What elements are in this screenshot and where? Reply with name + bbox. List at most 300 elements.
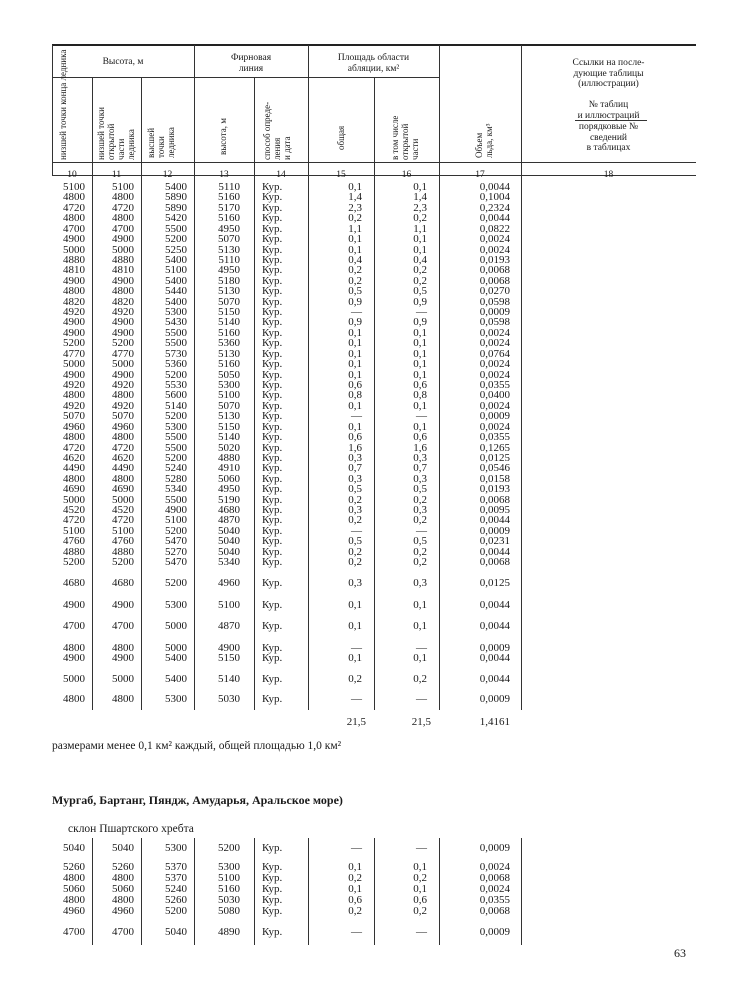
table-cell: Кур.	[262, 181, 283, 193]
table-cell: 0,0044	[479, 599, 510, 611]
table-cell: 4880	[112, 253, 134, 266]
table-cell: 0,2	[348, 493, 362, 506]
table-cell: 0,1	[348, 652, 362, 664]
table-cell: Кур.	[262, 462, 283, 475]
table-cell: 5040	[218, 535, 240, 548]
table-cell: 0,2	[413, 493, 427, 506]
table-cell: 5000	[63, 358, 85, 371]
body-divider	[374, 175, 375, 710]
table-cell: 0,1	[348, 399, 362, 412]
section-divider	[308, 838, 309, 945]
table-cell: 0,5	[413, 483, 427, 496]
table-cell: 0,2	[348, 872, 362, 884]
table-cell: 0,1004	[479, 191, 510, 204]
table-cell: 0,5	[413, 285, 427, 298]
table-cell: 4800	[112, 431, 134, 444]
table-cell: 5160	[218, 883, 240, 895]
page-number: 63	[674, 946, 686, 960]
colnum: 16	[401, 170, 412, 180]
table-cell: 0,1	[348, 326, 362, 339]
table-cell: —	[351, 410, 362, 423]
table-cell: 4720	[63, 441, 85, 454]
table-cell: 2,3	[413, 201, 427, 214]
table-cell: 0,6	[413, 431, 427, 444]
table-cell: 0,3	[348, 577, 362, 589]
table-cell: Кур.	[262, 577, 283, 589]
table-cell: 0,7	[348, 462, 362, 475]
table-cell: 5130	[218, 285, 240, 298]
table-cell: 0,9	[413, 295, 427, 308]
table-cell: 0,1	[348, 883, 362, 895]
table-cell: 4720	[112, 201, 134, 214]
colnum: 11	[111, 170, 122, 180]
table-cell: 4700	[112, 222, 134, 235]
table-cell: 5300	[165, 842, 187, 854]
table-cell: 0,2	[348, 274, 362, 287]
table-cell: 5190	[218, 493, 240, 506]
table-cell: 2,3	[348, 201, 362, 214]
table-cell: 0,1	[348, 181, 362, 193]
table-cell: 5200	[165, 905, 187, 917]
table-cell: 4900	[165, 504, 187, 517]
table-cell: 0,0009	[479, 642, 510, 654]
table-cell: 5060	[112, 883, 134, 895]
area-group-title: Площадь области абляции, км²	[337, 53, 410, 74]
table-cell: Кур.	[262, 326, 283, 339]
table-cell: Кур.	[262, 524, 283, 537]
table-cell: 4520	[63, 504, 85, 517]
body-divider	[521, 175, 522, 710]
table-cell: 4800	[112, 191, 134, 204]
table-cell: 5000	[63, 493, 85, 506]
table-cell: 4900	[63, 368, 85, 381]
table-cell: 4900	[218, 642, 240, 654]
table-cell: 5200	[165, 577, 187, 589]
table-cell: 5200	[112, 556, 134, 569]
table-cell: 4770	[63, 347, 85, 360]
table-cell: 0,6	[413, 378, 427, 391]
table-cell: 5280	[165, 472, 187, 485]
table-cell: 0,0068	[479, 274, 510, 287]
table-cell: 5400	[165, 274, 187, 287]
table-cell: 5890	[165, 191, 187, 204]
table-cell: 0,6	[348, 431, 362, 444]
table-cell: 0,3	[348, 451, 362, 464]
table-cell: 4960	[63, 905, 85, 917]
colnum: 10	[67, 170, 77, 180]
table-cell: 0,5	[348, 285, 362, 298]
table-cell: 4800	[63, 389, 85, 402]
table-cell: 5100	[165, 514, 187, 527]
table-cell: 5400	[165, 673, 187, 685]
table-cell: 5040	[165, 926, 187, 938]
table-cell: 4800	[112, 642, 134, 654]
table-cell: 5200	[112, 337, 134, 350]
table-cell: 4800	[63, 285, 85, 298]
table-cell: 5500	[165, 441, 187, 454]
table-cell: 5730	[165, 347, 187, 360]
table-cell: 5180	[218, 274, 240, 287]
table-cell: 4800	[63, 693, 85, 705]
table-cell: 0,0044	[479, 514, 510, 527]
table-cell: 0,0193	[479, 483, 510, 496]
table-cell: Кур.	[262, 285, 283, 298]
table-cell: 0,5	[348, 483, 362, 496]
table-cell: Кур.	[262, 264, 283, 277]
table-cell: 0,0270	[479, 285, 510, 298]
table-cell: 4810	[63, 264, 85, 277]
table-cell: 0,0068	[479, 905, 510, 917]
table-cell: 4960	[112, 905, 134, 917]
table-cell: 5070	[63, 410, 85, 423]
table-cell: 0,0044	[479, 545, 510, 558]
colnum: 17	[475, 170, 485, 180]
table-cell: 0,1	[413, 599, 427, 611]
table-cell: 5070	[218, 233, 240, 246]
table-cell: 0,2	[413, 274, 427, 287]
table-cell: 5060	[218, 472, 240, 485]
table-cell: 1,1	[413, 222, 427, 235]
table-cell: 4800	[112, 472, 134, 485]
table-cell: 4720	[112, 514, 134, 527]
table-cell: 0,0009	[479, 306, 510, 319]
table-cell: 5140	[218, 316, 240, 329]
table-cell: 0,1	[413, 368, 427, 381]
table-cell: Кур.	[262, 201, 283, 214]
table-cell: 4800	[112, 389, 134, 402]
table-cell: 0,1	[413, 420, 427, 433]
table-cell: 4800	[112, 894, 134, 906]
table-cell: 5400	[165, 295, 187, 308]
table-cell: 5360	[218, 337, 240, 350]
table-cell: 5000	[63, 243, 85, 256]
table-cell: —	[351, 306, 362, 319]
table-cell: Кур.	[262, 441, 283, 454]
table-cell: 0,0024	[479, 368, 510, 381]
table-cell: 4900	[112, 652, 134, 664]
table-cell: 4490	[112, 462, 134, 475]
table-cell: 5200	[165, 368, 187, 381]
table-cell: 4760	[63, 535, 85, 548]
table-cell: 4910	[218, 462, 240, 475]
table-cell: 0,3	[413, 504, 427, 517]
table-cell: 5370	[165, 872, 187, 884]
table-cell: 5200	[165, 233, 187, 246]
table-cell: 0,0044	[479, 673, 510, 685]
table-cell: 0,0009	[479, 693, 510, 705]
table-cell: 5300	[218, 861, 240, 873]
table-cell: 0,0024	[479, 420, 510, 433]
table-cell: —	[351, 842, 362, 854]
table-cell: 0,2	[348, 673, 362, 685]
refs-subtitle-numbers: порядковые № сведений в таблицах	[578, 122, 639, 153]
table-cell: 4900	[112, 316, 134, 329]
table-cell: 5200	[165, 524, 187, 537]
table-cell: 5500	[165, 337, 187, 350]
table-cell: 4720	[63, 201, 85, 214]
height-group-title: Высота, м	[102, 57, 144, 67]
table-cell: 0,6	[348, 894, 362, 906]
table-cell: 0,4	[413, 253, 427, 266]
table-cell: 4700	[63, 926, 85, 938]
header-divider	[141, 77, 142, 175]
table-cell: —	[351, 926, 362, 938]
table-cell: 0,2	[348, 545, 362, 558]
table-cell: 0,4	[348, 253, 362, 266]
table-cell: 4900	[63, 599, 85, 611]
table-cell: 4800	[63, 642, 85, 654]
table-cell: 5000	[112, 243, 134, 256]
table-cell: 0,9	[348, 295, 362, 308]
table-cell: Кур.	[262, 472, 283, 485]
table-cell: 0,3	[413, 472, 427, 485]
table-cell: 0,2	[413, 556, 427, 569]
table-cell: 5160	[218, 212, 240, 225]
table-cell: Кур.	[262, 399, 283, 412]
table-cell: Кур.	[262, 306, 283, 319]
table-cell: 4900	[63, 316, 85, 329]
table-cell: 5030	[218, 693, 240, 705]
table-cell: —	[351, 642, 362, 654]
table-cell: 5110	[218, 253, 240, 266]
table-cell: 4900	[63, 233, 85, 246]
table-cell: 0,1	[413, 233, 427, 246]
table-cell: 0,1	[348, 620, 362, 632]
table-cell: 1,6	[348, 441, 362, 454]
table-cell: 5040	[218, 545, 240, 558]
table-cell: 5370	[165, 861, 187, 873]
table-cell: 4960	[218, 577, 240, 589]
table-cell: 5150	[218, 420, 240, 433]
table-cell: 4920	[63, 399, 85, 412]
colnum: 14	[276, 170, 286, 180]
table-cell: 5470	[165, 556, 187, 569]
table-cell: 0,0044	[479, 212, 510, 225]
table-cell: 5000	[112, 493, 134, 506]
table-cell: 0,1	[348, 233, 362, 246]
table-cell: 0,5	[413, 535, 427, 548]
table-cell: 5020	[218, 441, 240, 454]
table-cell: 4950	[218, 222, 240, 235]
table-cell: 0,2	[413, 872, 427, 884]
table-cell: 5300	[165, 693, 187, 705]
table-cell: 0,2	[413, 212, 427, 225]
table-cell: Кур.	[262, 368, 283, 381]
header-divider	[439, 45, 440, 175]
table-cell: 5100	[112, 524, 134, 537]
table-cell: —	[416, 926, 427, 938]
table-cell: 5130	[218, 347, 240, 360]
table-cell: Кур.	[262, 556, 283, 569]
section-divider	[439, 838, 440, 945]
table-cell: Кур.	[262, 483, 283, 496]
table-cell: Кур.	[262, 545, 283, 558]
table-cell: Кур.	[262, 212, 283, 225]
table-cell: 5140	[165, 399, 187, 412]
total-area: 21,5	[346, 716, 366, 728]
table-cell: 5340	[218, 556, 240, 569]
table-cell: 0,0068	[479, 264, 510, 277]
table-cell: 0,8	[348, 389, 362, 402]
table-cell: —	[416, 642, 427, 654]
section-divider	[141, 838, 142, 945]
table-cell: 0,5	[348, 535, 362, 548]
table-cell: —	[351, 693, 362, 705]
table-cell: 1,4	[348, 191, 362, 204]
table-cell: 0,0598	[479, 316, 510, 329]
table-cell: 5140	[218, 431, 240, 444]
table-cell: 4820	[112, 295, 134, 308]
table-cell: 0,6	[413, 894, 427, 906]
table-cell: 0,0044	[479, 620, 510, 632]
table-cell: 4770	[112, 347, 134, 360]
table-cell: 0,2	[348, 905, 362, 917]
table-cell: 4490	[63, 462, 85, 475]
table-cell: 0,2	[413, 673, 427, 685]
table-cell: 5000	[165, 620, 187, 632]
table-cell: 5200	[218, 842, 240, 854]
table-cell: 0,1265	[479, 441, 510, 454]
table-cell: 5110	[218, 181, 240, 193]
table-cell: 0,0355	[479, 431, 510, 444]
colnum: 13	[219, 170, 229, 180]
table-cell: 0,1	[348, 861, 362, 873]
table-cell: 5340	[165, 483, 187, 496]
table-cell: 5040	[63, 842, 85, 854]
table-cell: Кур.	[262, 253, 283, 266]
table-cell: Кур.	[262, 504, 283, 517]
table-cell: 4880	[218, 451, 240, 464]
table-cell: 4800	[63, 894, 85, 906]
table-cell: 5400	[165, 652, 187, 664]
table-cell: 4800	[112, 212, 134, 225]
table-cell: 0,0024	[479, 861, 510, 873]
table-cell: 0,0009	[479, 842, 510, 854]
table-cell: 0,0009	[479, 926, 510, 938]
table-cell: Кур.	[262, 389, 283, 402]
section-divider	[521, 838, 522, 945]
table-cell: —	[416, 693, 427, 705]
table-cell: 0,0231	[479, 535, 510, 548]
table-cell: Кур.	[262, 431, 283, 444]
table-cell: 5440	[165, 285, 187, 298]
top-rule	[52, 44, 696, 46]
table-cell: 5300	[165, 420, 187, 433]
table-cell: 4800	[63, 472, 85, 485]
table-cell: 0,3	[348, 504, 362, 517]
table-cell: 0,1	[348, 243, 362, 256]
table-cell: 5100	[112, 181, 134, 193]
section-divider	[194, 838, 195, 945]
table-cell: 4900	[112, 326, 134, 339]
table-cell: 0,0125	[479, 451, 510, 464]
table-cell: Кур.	[262, 861, 283, 873]
table-cell: Кур.	[262, 358, 283, 371]
section-divider	[254, 838, 255, 945]
table-cell: 0,0400	[479, 389, 510, 402]
table-cell: 0,0024	[479, 233, 510, 246]
table-cell: 0,2	[413, 905, 427, 917]
colnum: 12	[162, 170, 173, 180]
table-cell: 4900	[112, 233, 134, 246]
table-cell: 0,1	[413, 861, 427, 873]
table-cell: 0,9	[413, 316, 427, 329]
table-cell: 0,2	[413, 514, 427, 527]
table-cell: —	[416, 842, 427, 854]
table-cell: 4800	[112, 693, 134, 705]
table-cell: 0,0024	[479, 399, 510, 412]
table-cell: 5130	[218, 243, 240, 256]
table-cell: 4700	[63, 222, 85, 235]
table-cell: 5150	[218, 652, 240, 664]
table-cell: 5040	[112, 842, 134, 854]
table-cell: 1,4	[413, 191, 427, 204]
table-cell: Кур.	[262, 378, 283, 391]
table-cell: 5100	[218, 599, 240, 611]
table-cell: 4920	[63, 378, 85, 391]
table-cell: 0,0125	[479, 577, 510, 589]
table-cell: 0,1	[413, 358, 427, 371]
header-divider	[254, 77, 255, 175]
table-cell: 4950	[218, 483, 240, 496]
table-cell: 5430	[165, 316, 187, 329]
table-cell: 0,0024	[479, 358, 510, 371]
table-cell: 4800	[63, 431, 85, 444]
table-cell: Кур.	[262, 410, 283, 423]
table-cell: Кур.	[262, 620, 283, 632]
table-cell: 5600	[165, 389, 187, 402]
table-cell: 5030	[218, 894, 240, 906]
table-cell: 0,3	[413, 577, 427, 589]
table-cell: 0,0024	[479, 326, 510, 339]
table-cell: 4690	[63, 483, 85, 496]
table-cell: 0,0009	[479, 524, 510, 537]
table-cell: 5300	[165, 599, 187, 611]
table-cell: —	[351, 524, 362, 537]
table-cell: 5420	[165, 212, 187, 225]
table-cell: 0,0355	[479, 894, 510, 906]
table-cell: 4800	[112, 872, 134, 884]
table-cell: Кур.	[262, 243, 283, 256]
table-cell: Кур.	[262, 316, 283, 329]
table-cell: Кур.	[262, 274, 283, 287]
table-cell: 5260	[112, 861, 134, 873]
table-cell: 4700	[112, 620, 134, 632]
table-cell: 4800	[112, 285, 134, 298]
table-cell: 5080	[218, 905, 240, 917]
table-cell: 4920	[112, 399, 134, 412]
table-cell: 5000	[63, 673, 85, 685]
col11-header: низшей точки открытой части ледника	[96, 107, 136, 160]
table-cell: 4760	[112, 535, 134, 548]
colnum: 18	[603, 170, 614, 180]
table-cell: 5200	[63, 337, 85, 350]
table-cell: 5400	[165, 253, 187, 266]
firn-group-title: Фирновая линия	[230, 53, 272, 74]
table-cell: 4800	[63, 212, 85, 225]
header-subrule	[52, 77, 439, 78]
table-cell: 4800	[63, 872, 85, 884]
header-rule	[52, 162, 696, 163]
total-ice-volume: 1,4161	[479, 716, 510, 728]
table-cell: 0,2	[413, 264, 427, 277]
table-cell: 4720	[112, 441, 134, 454]
table-cell: 5270	[165, 545, 187, 558]
table-cell: —	[416, 524, 427, 537]
body-divider	[308, 175, 309, 710]
table-cell: 5400	[165, 181, 187, 193]
table-cell: 0,0193	[479, 253, 510, 266]
